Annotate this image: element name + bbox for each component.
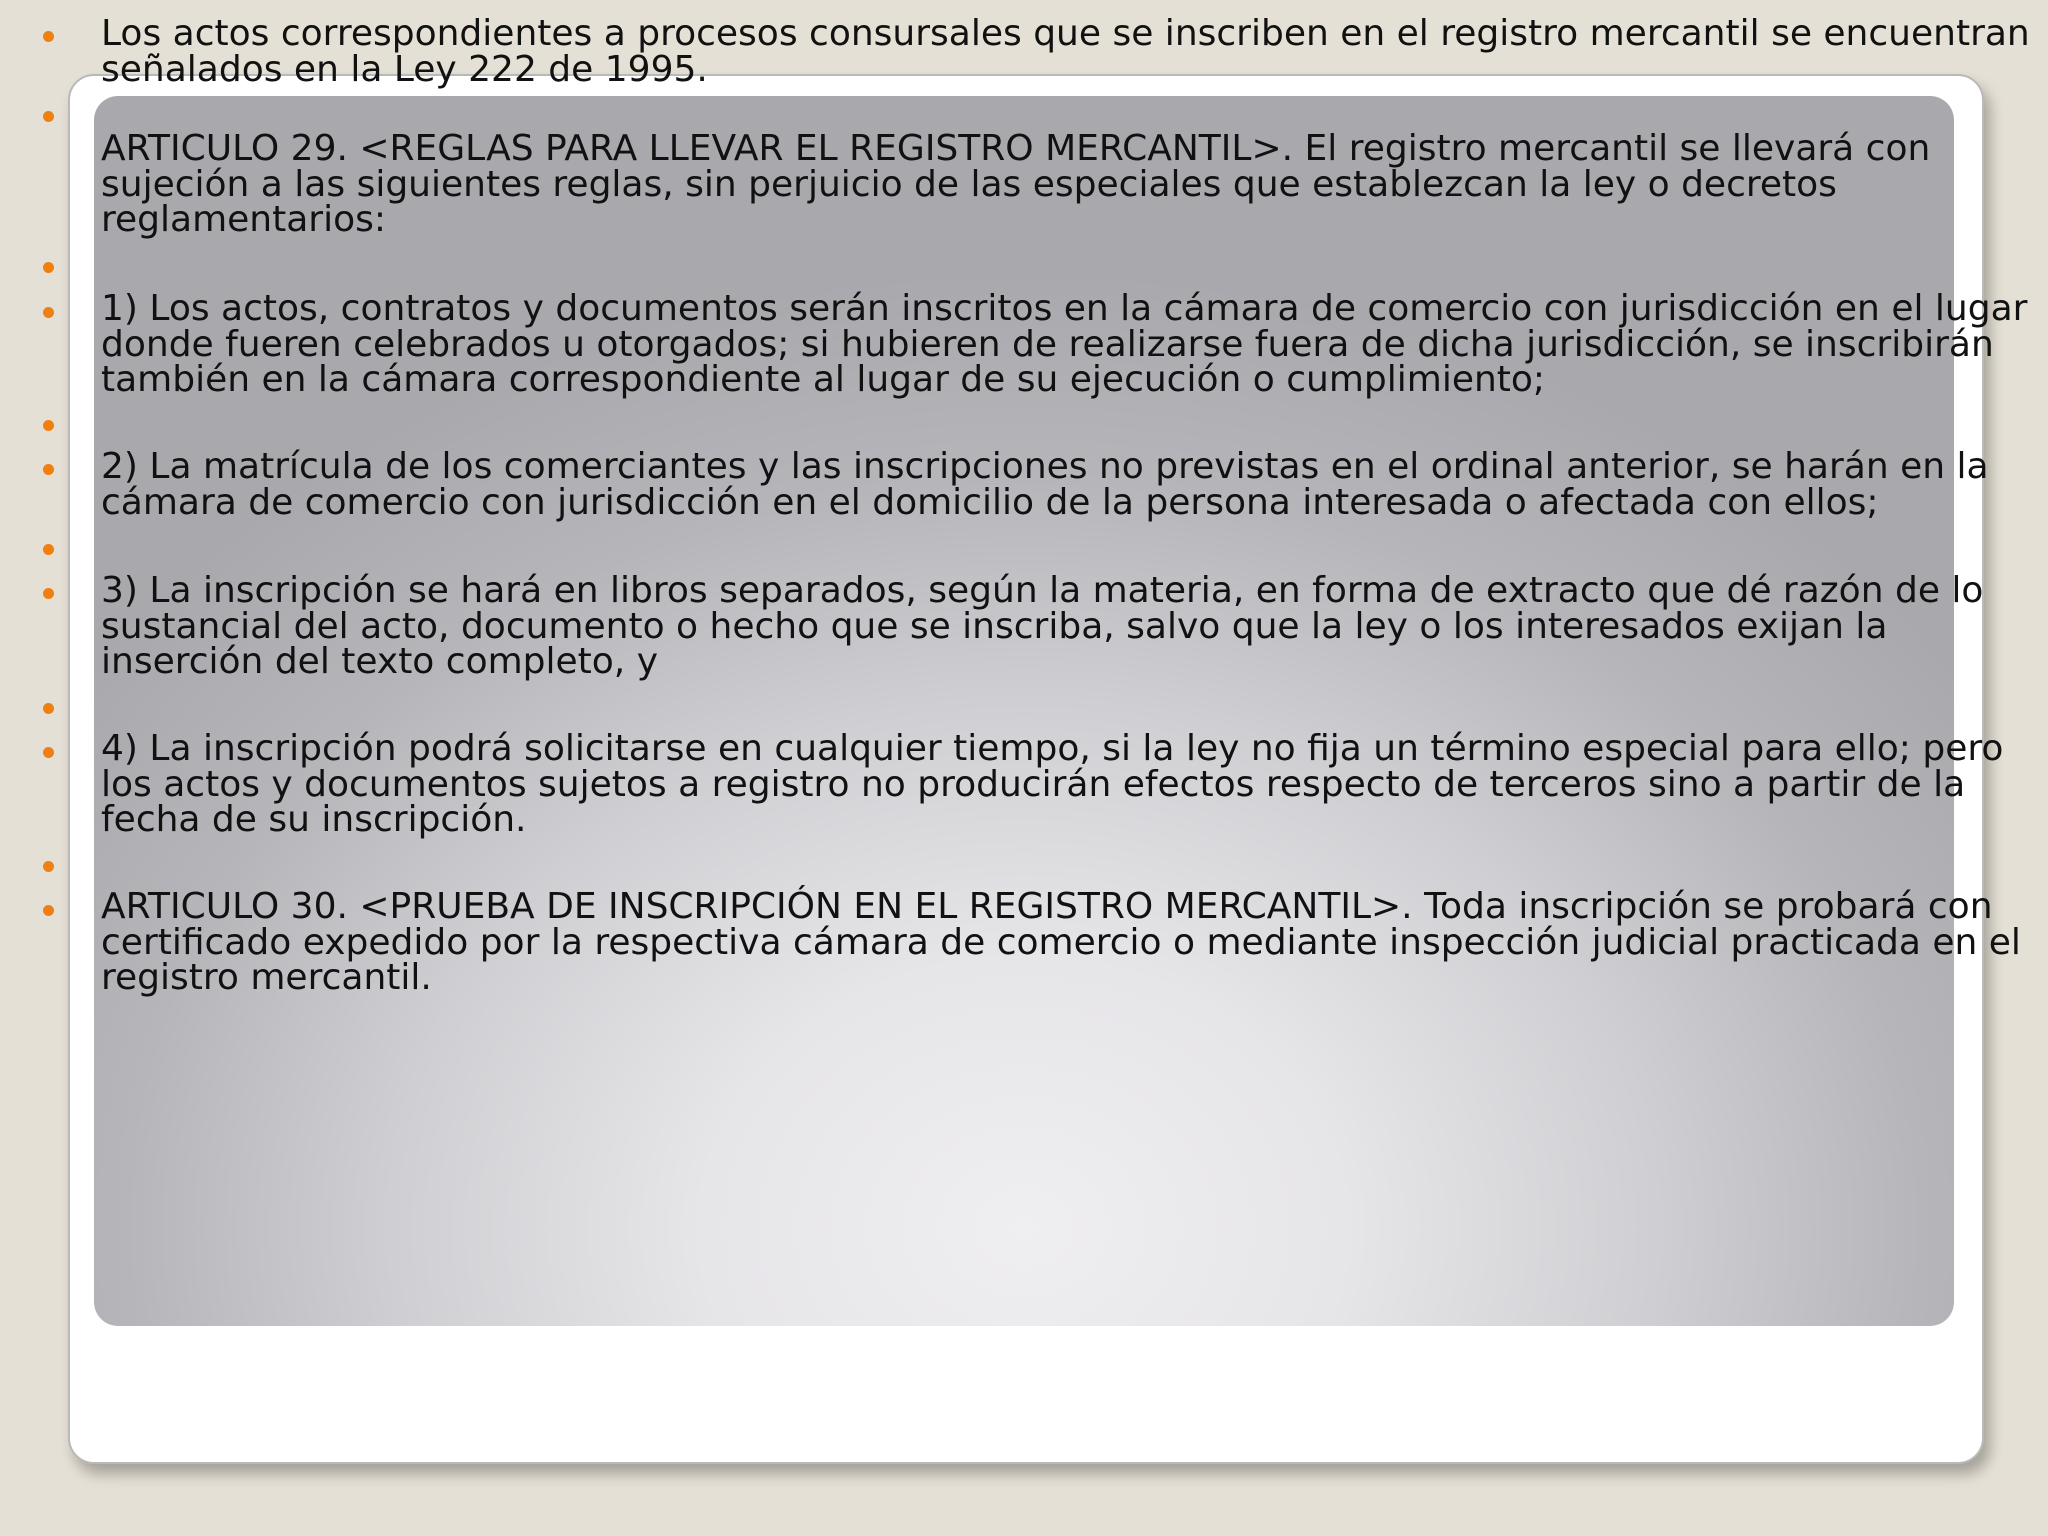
bullet-text-11: 4) La inscripción podrá solicitarse en cualquier tiempo, si la ley no fija un término especial para ello; pero los actos y documentos sujetos a registro no producirán efectos respecto de terceros sino a partir de la fecha de su inscripción.: [101, 728, 2004, 840]
bullet-text-1: Los actos correspondientes a procesos consursales que se inscriben en el registro mercantil se encuentran señalados en la Ley 222 de 1995.: [101, 13, 2030, 90]
bullet-text-13: ARTICULO 30. <PRUEBA DE INSCRIPCIÓN EN EL REGISTRO MERCANTIL>. Toda inscripción se probará con certificado expedido por la respectiva cámara de comercio o mediante inspección judicial practicada en el registro mercantil.: [101, 886, 2021, 998]
bullet-text-5: 1) Los actos, contratos y documentos serán inscritos en la cámara de comercio con jurisdicción en el lugar donde fueren celebrados u otorgados; si hubieren de realizarse fuera de dicha jurisdicción, se inscribirán también en la cámara correspondiente al lugar de su ejecución o cumplimiento;: [101, 288, 2028, 400]
gradient-panel: [94, 96, 1954, 1326]
bullet-dot-icon: [43, 861, 54, 872]
bullet-dot-icon: [43, 588, 54, 599]
bullet-dot-icon: [43, 464, 54, 475]
bullet-dot-icon: [43, 905, 54, 916]
bullet-dot-icon: [43, 420, 54, 431]
bullet-dot-icon: [43, 111, 54, 122]
bullet-dot-icon: [43, 703, 54, 714]
bullet-dot-icon: [43, 262, 54, 273]
bullet-text-9: 3) La inscripción se hará en libros separados, según la materia, en forma de extracto que dé razón de lo sustancial del acto, documento o hecho que se inscriba, salvo que la ley o los interesados exijan la inserción del texto completo, y: [101, 570, 1984, 682]
bullet-dot-icon: [43, 747, 54, 758]
bullet-dot-icon: [43, 307, 54, 318]
bullet-text-3: ARTICULO 29. <REGLAS PARA LLEVAR EL REGISTRO MERCANTIL>. El registro mercantil se llevará con sujeción a las siguientes reglas, sin perjuicio de las especiales que establezcan la ley o decretos reglamentarios:: [101, 128, 1931, 240]
bullet-dot-icon: [43, 31, 54, 42]
bullet-text-7: 2) La matrícula de los comerciantes y las inscripciones no previstas en el ordinal anterior, se harán en la cámara de comercio con jurisdicción en el domicilio de la persona interesada o afectada con ellos;: [101, 446, 1989, 523]
bullet-dot-icon: [43, 544, 54, 555]
